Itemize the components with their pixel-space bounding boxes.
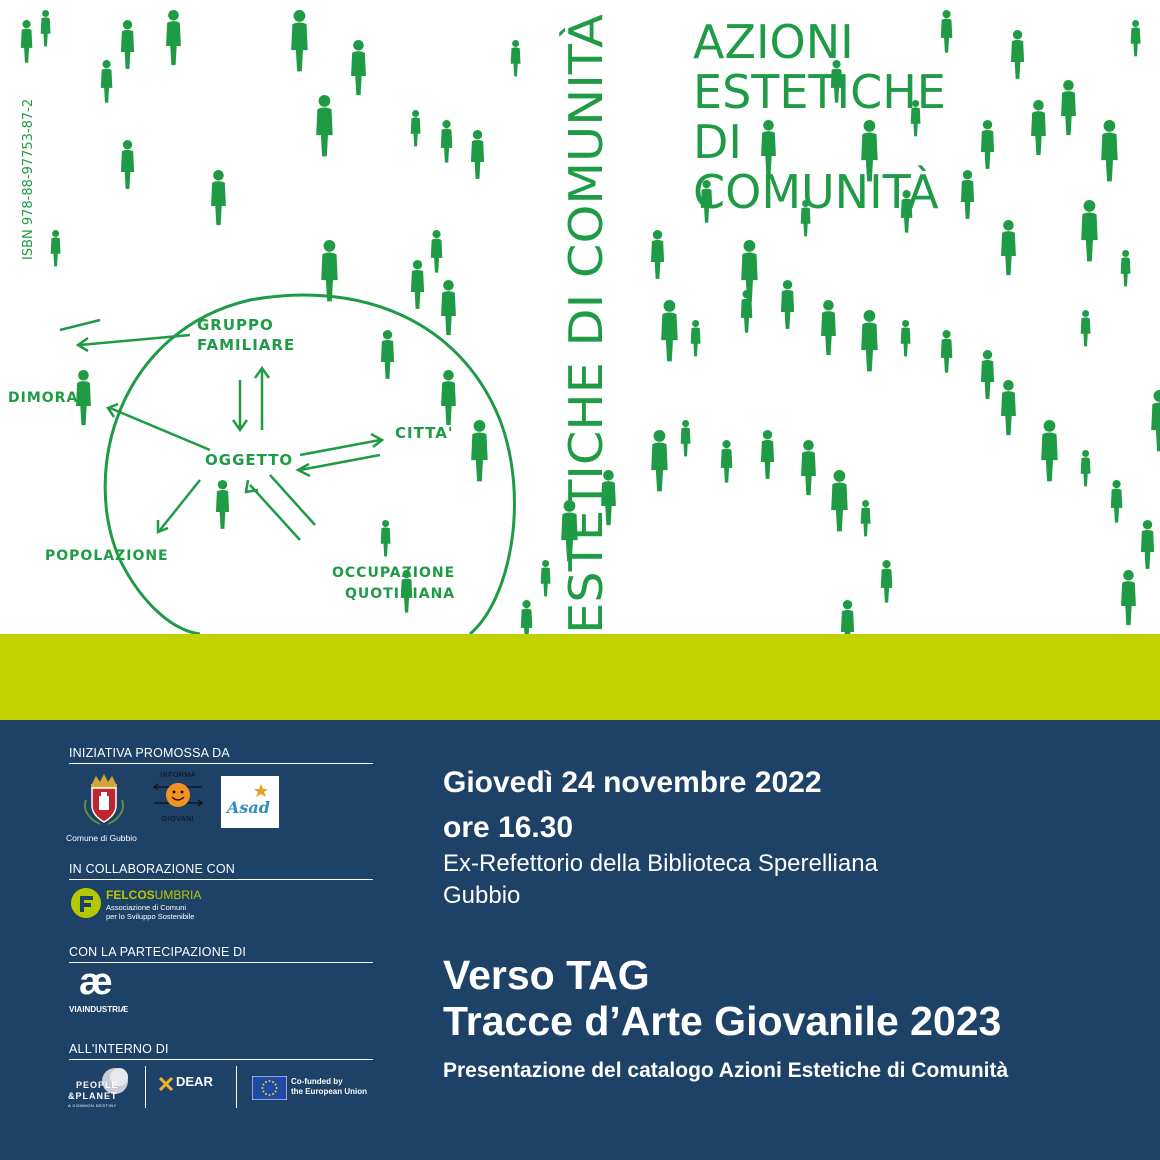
person-figure: [1121, 570, 1136, 625]
person-figure: [431, 230, 442, 273]
person-figure: [1011, 30, 1024, 79]
event-title-line-1: Verso TAG: [443, 952, 650, 998]
cover-title-line-2: ESTETICHE: [693, 65, 946, 119]
eu-line-2: the European Union: [291, 1087, 367, 1096]
person-figure: [41, 10, 51, 46]
comune-gubbio-logo: [66, 770, 142, 843]
felcos-line-1: Associazione di Comuni: [106, 903, 187, 912]
person-figure: [411, 110, 421, 146]
lime-stripe: [0, 634, 1160, 720]
viaindustriae-logo: [69, 961, 159, 1018]
people-planet-line-2: &PLANET: [68, 1091, 118, 1101]
person-figure: [76, 370, 91, 425]
person-figure: [1001, 220, 1016, 275]
person-figure: [166, 10, 181, 65]
person-figure: [1031, 100, 1046, 155]
informa-bottom-text: GIOVANI: [161, 816, 195, 823]
person-figure: [941, 330, 952, 373]
event-subtitle: Presentazione del catalogo Azioni Estetiche di Comunità: [443, 1059, 1009, 1082]
diagram-label-citta: CITTA': [395, 424, 454, 442]
eu-star-icon: [272, 1081, 274, 1083]
person-figure: [1101, 120, 1118, 181]
event-venue: Ex-Refettorio della Biblioteca Sperelliana: [443, 850, 878, 877]
person-figure: [321, 240, 338, 301]
gubbio-crest-icon: [66, 770, 142, 826]
person-figure: [521, 600, 532, 634]
person-figure: [51, 230, 61, 266]
eu-star-icon: [262, 1087, 264, 1089]
person-figure: [941, 10, 952, 53]
person-figure: [471, 420, 488, 481]
diagram-circle: [105, 295, 514, 634]
person-figure: [471, 130, 484, 179]
collaboration-section: [69, 862, 373, 880]
cover-title: [693, 15, 946, 219]
smiley-icon: [150, 779, 206, 811]
eu-star-icon: [269, 1080, 271, 1082]
people-planet-sub: A COMMON DESTINY: [68, 1103, 117, 1108]
person-figure: [1001, 380, 1016, 435]
person-figure: [1081, 450, 1091, 486]
felcos-name: [106, 888, 201, 902]
promoters-section: [69, 746, 373, 764]
person-figure: [211, 170, 226, 225]
person-figure: [21, 20, 32, 63]
person-figure: [821, 300, 836, 355]
felcos-line-2: per lo Sviluppo Sostenibile: [106, 912, 195, 921]
person-figure: [511, 40, 521, 76]
viaindustriae-name: VIAINDUSTRIÆ: [69, 1005, 129, 1014]
event-date: Giovedì 24 novembre 2022: [443, 766, 822, 799]
diagram-label-oggetto: OGGETTO: [205, 451, 294, 469]
gubbio-label: Comune di Gubbio: [66, 833, 137, 843]
person-figure: [981, 350, 994, 399]
felcos-name-light: UMBRIA: [154, 888, 202, 902]
person-figure: [1061, 80, 1076, 135]
viaindustriae-symbol: æ: [79, 961, 113, 1003]
person-figure: [441, 120, 452, 163]
person-figure: [721, 440, 732, 483]
person-figure: [801, 440, 816, 495]
asad-logo: [221, 776, 279, 828]
person-figure: [761, 430, 774, 479]
person-figure: [1131, 20, 1141, 56]
person-figure: [661, 300, 678, 361]
person-figure: [1041, 420, 1058, 481]
person-figure: [291, 10, 308, 71]
cover-title-line-3: DI: [693, 115, 742, 169]
event-info-panel: [0, 720, 1160, 1160]
person-figure: [441, 280, 456, 335]
person-figure: [681, 420, 691, 456]
felcos-logo: [69, 886, 269, 922]
cover-title-line-1: AZIONI: [693, 15, 854, 69]
person-figure: [1151, 390, 1160, 451]
diagram-label-gruppo: GRUPPO: [197, 316, 274, 334]
diagram-circle-tail: [120, 560, 200, 634]
person-figure: [381, 520, 391, 556]
person-figure: [961, 170, 974, 219]
person-figure: [881, 560, 892, 603]
person-figure: [351, 40, 366, 95]
asad-text: Asad: [227, 798, 270, 817]
diagram-label-occupazione: OCCUPAZIONE: [332, 565, 456, 581]
dear-logo: [158, 1074, 228, 1104]
event-time: ore 16.30: [443, 811, 574, 844]
person-figure: [981, 120, 994, 169]
person-figure: [901, 320, 911, 356]
person-figure: [121, 20, 134, 69]
spine-title: ESTETICHE DI COMUNITÀ: [559, 57, 613, 634]
person-figure: [101, 60, 112, 103]
informa-top-text: INFORMA: [160, 772, 196, 779]
dear-text: DEAR: [176, 1074, 213, 1089]
felcos-icon: [69, 886, 103, 920]
eu-star-icon: [265, 1093, 267, 1095]
person-figure: [781, 280, 794, 329]
eu-cofunded-logo: [252, 1076, 392, 1102]
person-figure: [651, 230, 664, 279]
eu-star-icon: [275, 1084, 277, 1086]
eu-star-icon: [262, 1084, 264, 1086]
person-figure: [831, 470, 848, 531]
people-planet-line-1: PEOPLE: [76, 1080, 119, 1090]
promoters-heading: INIZIATIVA PROMOSSA DA: [69, 746, 373, 764]
person-figure: [691, 320, 701, 356]
event-title-line-2: Tracce d’Arte Giovanile 2023: [443, 998, 1002, 1044]
person-figure: [411, 260, 424, 309]
event-city: Gubbio: [443, 882, 521, 909]
person-figure: [1081, 310, 1091, 346]
collaboration-heading: IN COLLABORAZIONE CON: [69, 862, 373, 880]
person-figure: [861, 310, 878, 371]
eu-star-icon: [275, 1091, 277, 1093]
person-figure: [1121, 250, 1131, 286]
felcos-name-bold: FELCOS: [106, 888, 155, 902]
cover-title-line-4: COMUNITÀ: [693, 165, 939, 219]
eu-star-icon: [262, 1091, 264, 1093]
eu-line-1: Co-funded by: [291, 1077, 343, 1086]
person-figure: [841, 600, 854, 634]
eu-flag-icon: [252, 1076, 287, 1100]
person-figure: [381, 330, 394, 379]
person-figure: [861, 500, 871, 536]
person-figure: [121, 140, 134, 189]
isbn-text: ISBN 978-88-97753-87-2: [21, 98, 36, 260]
diagram-label-familiare: FAMILIARE: [197, 336, 296, 354]
dear-x-icon: [158, 1077, 174, 1091]
participation-section: [69, 945, 373, 963]
within-section: [69, 1042, 373, 1060]
logo-divider-1: [145, 1066, 146, 1108]
person-figure: [541, 560, 551, 596]
eu-star-icon: [276, 1087, 278, 1089]
diagram-label-popolazione: POPOLAZIONE: [45, 548, 169, 564]
logo-divider-2: [236, 1066, 237, 1108]
eu-star-icon: [269, 1094, 271, 1096]
person-figure: [1141, 520, 1154, 569]
informagiovani-logo: [150, 772, 206, 828]
people-planet-logo: [66, 1066, 132, 1110]
diagram-label-dimora: DIMORA: [8, 390, 79, 406]
diagram-label-quotidiana: QUOTIDIANA: [345, 586, 456, 602]
participation-heading: CON LA PARTECIPAZIONE DI: [69, 945, 373, 963]
person-figure: [216, 480, 229, 529]
person-figure: [441, 370, 456, 425]
eu-star-icon: [272, 1093, 274, 1095]
person-figure: [316, 95, 333, 156]
person-figure: [651, 430, 668, 491]
person-figure: [1111, 480, 1122, 523]
within-heading: ALL'INTERNO DI: [69, 1042, 373, 1060]
person-figure: [1081, 200, 1098, 261]
eu-star-icon: [265, 1081, 267, 1083]
